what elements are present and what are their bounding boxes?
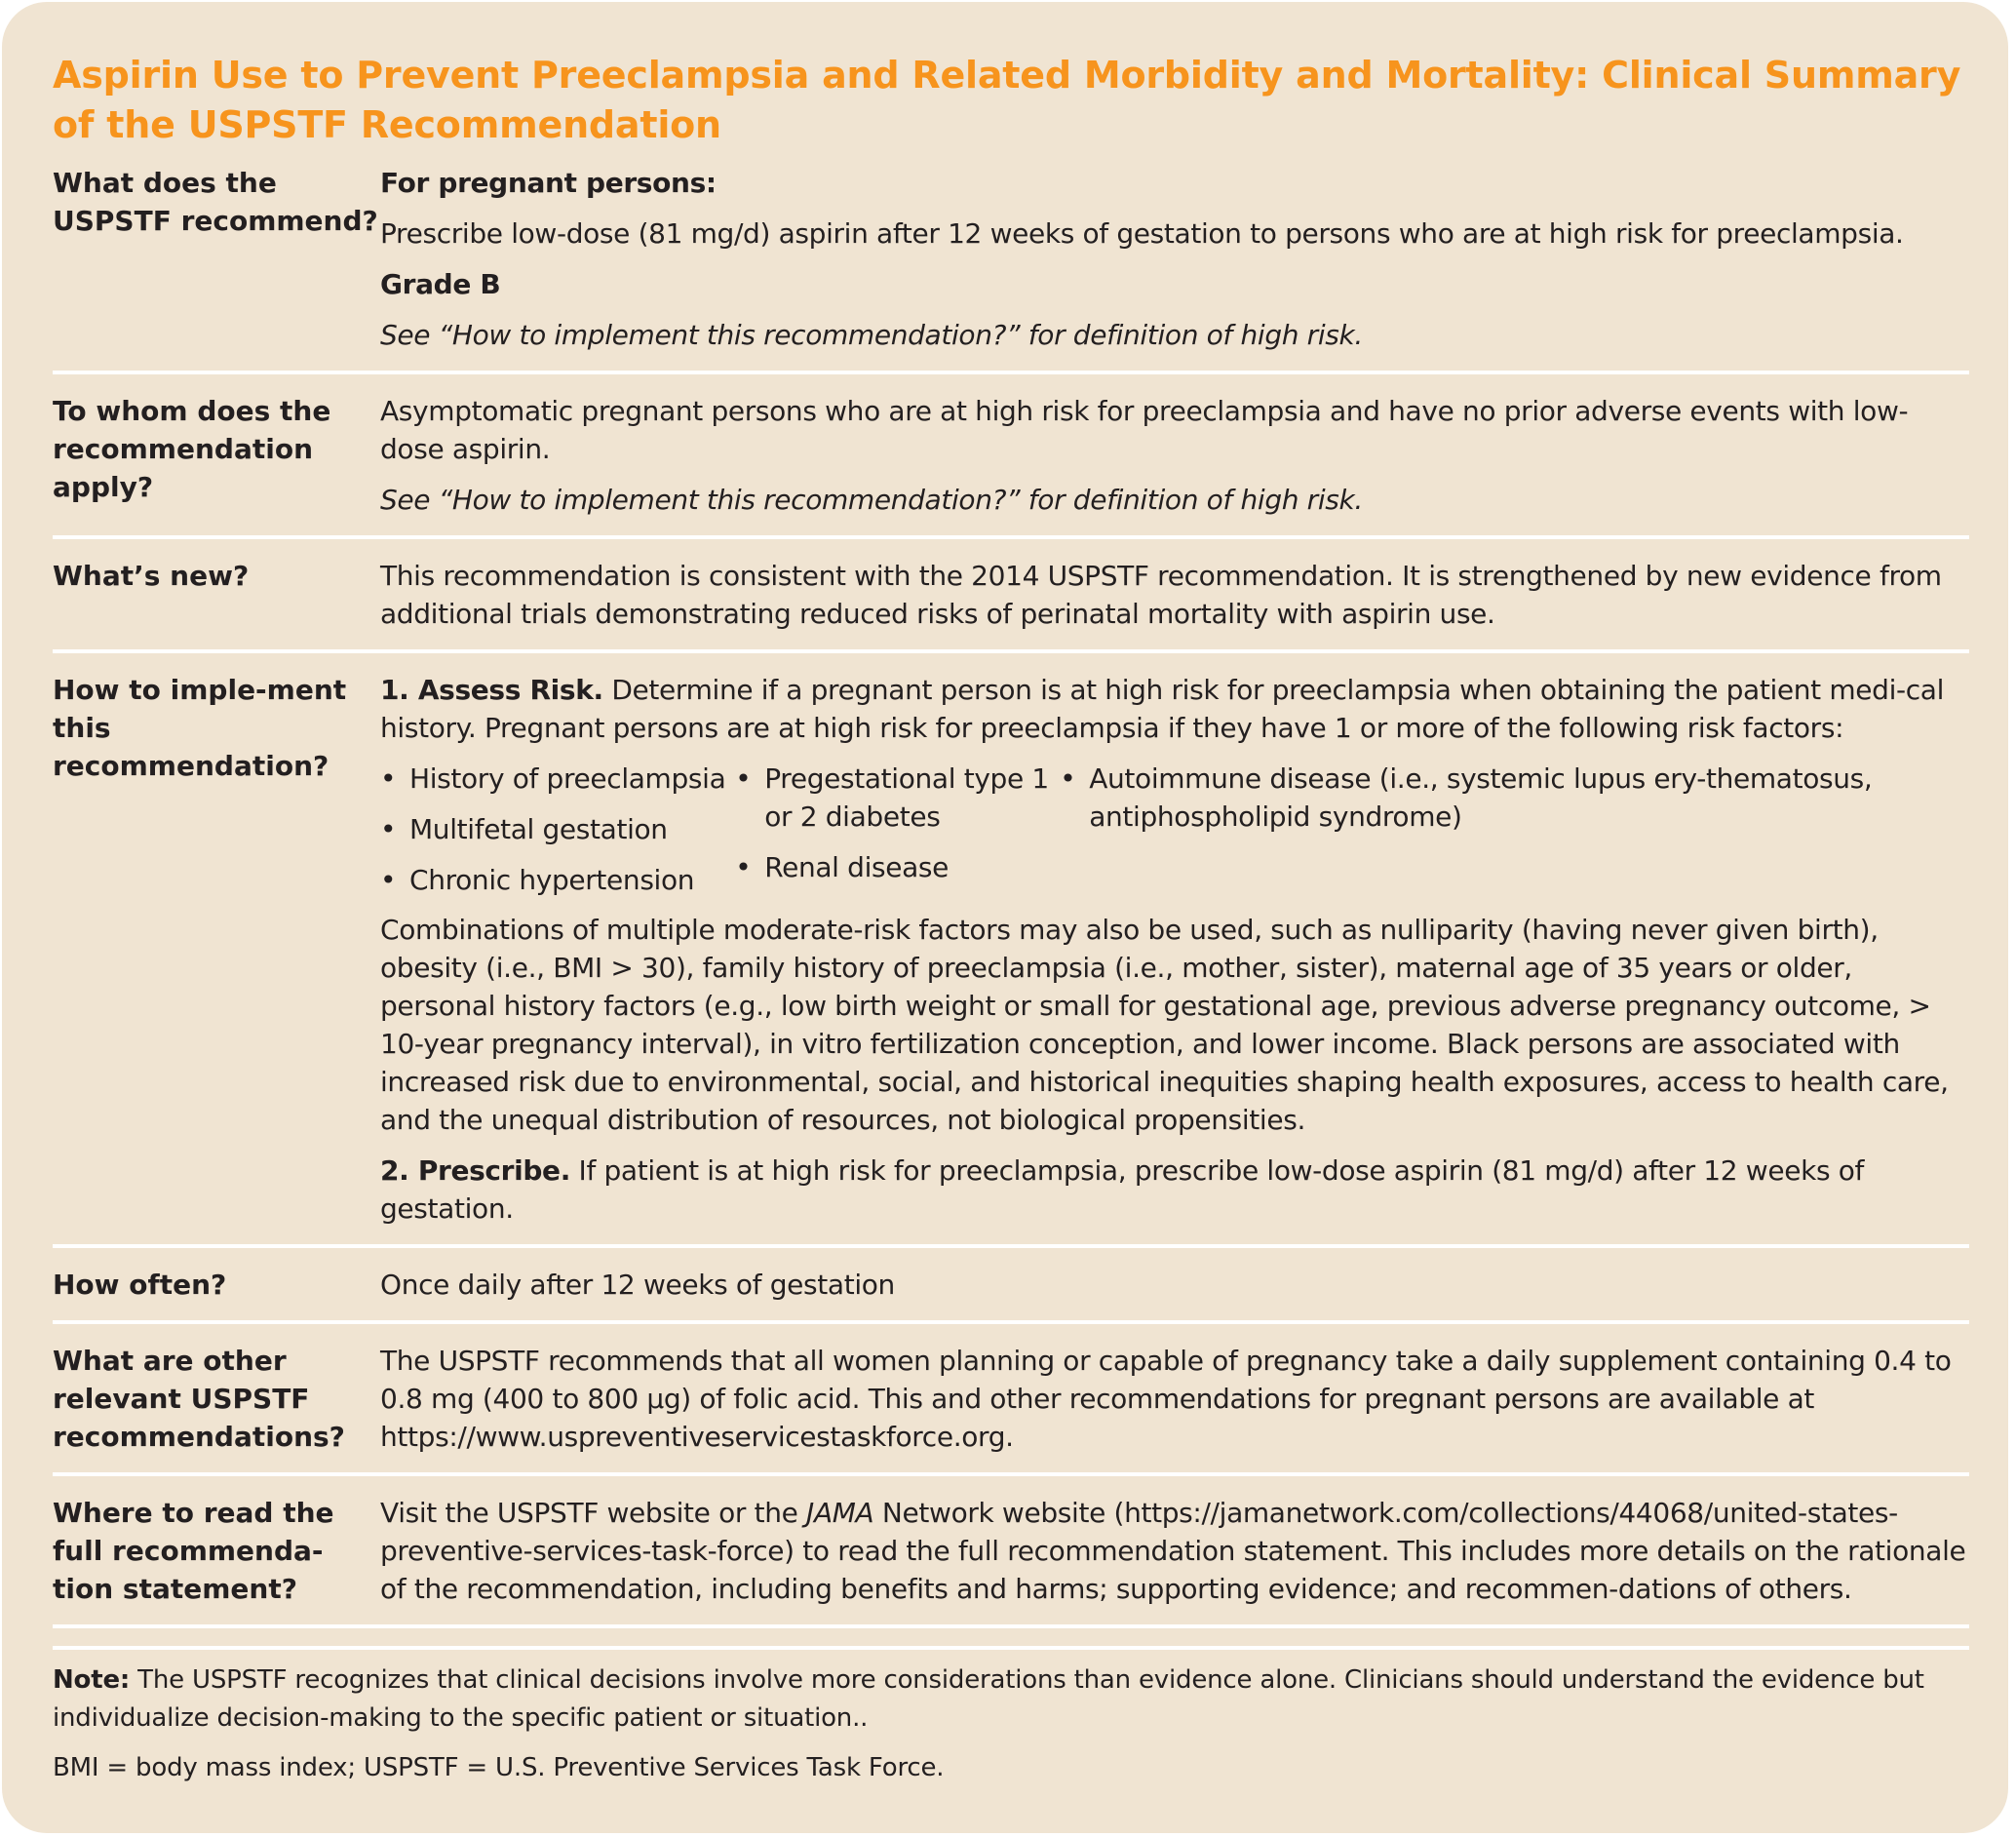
- row-label-often: How often?: [53, 1269, 227, 1301]
- row-other: [53, 1342, 1969, 1476]
- summary-title: Aspirin Use to Prevent Preeclampsia and Related Morbidity and Mortality: Clinical Summary of the USPSTF Recommendation: [53, 54, 1961, 146]
- bullet-icon: •: [380, 762, 397, 795]
- row-label-new: What’s new?: [53, 560, 250, 592]
- risk-factor-text: Autoimmune disease (i.e., systemic lupus ery-thematosus, antiphospholipid syndrome): [1089, 762, 1873, 833]
- list-item: [1060, 760, 1969, 836]
- row-new: [53, 557, 1969, 653]
- risk-factor-column: [735, 760, 1060, 899]
- step-prescribe-heading: 2. Prescribe.: [380, 1154, 570, 1187]
- row-content-new: [380, 557, 1969, 633]
- note-paragraph: [53, 1661, 1969, 1738]
- row-content-apply: [380, 392, 1969, 519]
- list-item: [735, 760, 1060, 836]
- step-assess-risk-heading: 1. Assess Risk.: [380, 674, 603, 706]
- list-item: [380, 810, 735, 848]
- row-label-read: Where to read the full recommenda-tion statement?: [53, 1497, 334, 1605]
- step-assess-risk: [380, 671, 1969, 747]
- row-label-apply: To whom does the recommendation apply?: [53, 395, 331, 503]
- list-item: [380, 861, 735, 899]
- read-text-pre: Visit the USPSTF website or the: [380, 1497, 798, 1529]
- abbreviations: BMI = body mass index; USPSTF = U.S. Preventive Services Task Force.: [53, 1753, 945, 1782]
- see-definition-note: See “How to implement this recommendation?” for definition of high risk.: [380, 484, 1363, 516]
- risk-factor-text: Pregestational type 1 or 2 diabetes: [764, 762, 1049, 833]
- population-heading: For pregnant persons:: [380, 167, 717, 199]
- step-assess-risk-text: Determine if a pregnant person is at high risk for preeclampsia when obtaining the patient medi-cal history. Pregnant persons are at high risk for preeclampsia if they have 1 or more of the following risk factors:: [380, 674, 1945, 744]
- bullet-icon: •: [735, 851, 752, 883]
- see-definition-note: See “How to implement this recommendation?” for definition of high risk.: [380, 319, 1363, 351]
- apply-text: Asymptomatic pregnant persons who are at high risk for preeclampsia and have no prior adverse events with low-dose aspirin.: [380, 395, 1909, 465]
- risk-factor-column: [380, 760, 735, 899]
- risk-factor-text: Multifetal gestation: [409, 813, 668, 845]
- risk-factor-column: [1060, 760, 1969, 899]
- row-content-implement: [380, 671, 1969, 1228]
- grade-label: Grade B: [380, 268, 501, 300]
- row-read: [53, 1494, 1969, 1628]
- bullet-icon: •: [1060, 762, 1076, 795]
- recommendation-text: Prescribe low-dose (81 mg/d) aspirin after 12 weeks of gestation to persons who are at high risk for preeclampsia.: [380, 217, 1904, 250]
- risk-factor-text: History of preeclampsia: [409, 762, 726, 795]
- bullet-icon: •: [735, 762, 752, 795]
- moderate-risk-text: Combinations of multiple moderate-risk factors may also be used, such as nulliparity (having never given birth), obesity (i.e., BMI > 30), family history of preeclampsia (i.e., mother, sister), maternal age of 35 years or older, personal history factors (e.g., low birth weight or small for gestational age, previous adverse pregnancy outcome, > 10-year pregnancy interval), in vitro fertilization conception, and lower income. Black persons are associated with increased risk due to environmental, social, and historical inequities shaping health exposures, access to health care, and the unequal distribution of resources, not biological propensities.: [380, 914, 1949, 1136]
- read-text: [380, 1494, 1969, 1608]
- list-item: [380, 760, 735, 798]
- row-content-often: [380, 1266, 1969, 1304]
- bullet-icon: •: [380, 864, 397, 896]
- row-content-recommend: [380, 164, 1969, 354]
- note-heading: Note:: [53, 1665, 131, 1695]
- risk-factor-text: Renal disease: [764, 851, 950, 883]
- row-recommend: [53, 164, 1969, 374]
- row-label-recommend: What does the USPSTF recommend?: [53, 167, 378, 237]
- row-content-read: [380, 1494, 1969, 1608]
- often-text: Once daily after 12 weeks of gestation: [380, 1269, 895, 1301]
- new-text: This recommendation is consistent with the 2014 USPSTF recommendation. It is strengthened by new evidence from additional trials demonstrating reduced risks of perinatal mortality with aspirin use.: [380, 560, 1942, 630]
- risk-factor-list: [380, 760, 1969, 899]
- read-text-post: Network website (https://jamanetwork.com/collections/44068/united-states-preventive-services-task-force) to read the full recommendation statement. This includes more details on the rationale of the recommendation, including benefits and harms; supporting evidence; and recommen-dations of others.: [380, 1497, 1966, 1605]
- clinical-summary-card: [2, 2, 2008, 1833]
- row-label-implement: How to imple-ment this recommendation?: [53, 674, 347, 782]
- row-implement: [53, 671, 1969, 1248]
- other-text: The USPSTF recommends that all women planning or capable of pregnancy take a daily supplement containing 0.4 to 0.8 mg (400 to 800 µg) of folic acid. This and other recommendations for pregnant persons are available at https://www.uspreventiveservicestaskforce.org.: [380, 1345, 1952, 1453]
- row-apply: [53, 392, 1969, 539]
- bullet-icon: •: [380, 813, 397, 845]
- footnote-section: [53, 1646, 1969, 1787]
- row-often: [53, 1266, 1969, 1324]
- step-prescribe-text: If patient is at high risk for preeclampsia, prescribe low-dose aspirin (81 mg/d) after 12 weeks of gestation.: [380, 1154, 1865, 1225]
- step-prescribe: [380, 1152, 1969, 1228]
- row-label-other: What are other relevant USPSTF recommendations?: [53, 1345, 345, 1453]
- note-text: The USPSTF recognizes that clinical decisions involve more considerations than evidence alone. Clinicians should understand the evidence but individualize decision-making to the specific patient or situation..: [53, 1665, 1924, 1733]
- journal-name: JAMA: [806, 1497, 874, 1529]
- list-item: [735, 848, 1060, 886]
- row-content-other: [380, 1342, 1969, 1456]
- risk-factor-text: Chronic hypertension: [409, 864, 695, 896]
